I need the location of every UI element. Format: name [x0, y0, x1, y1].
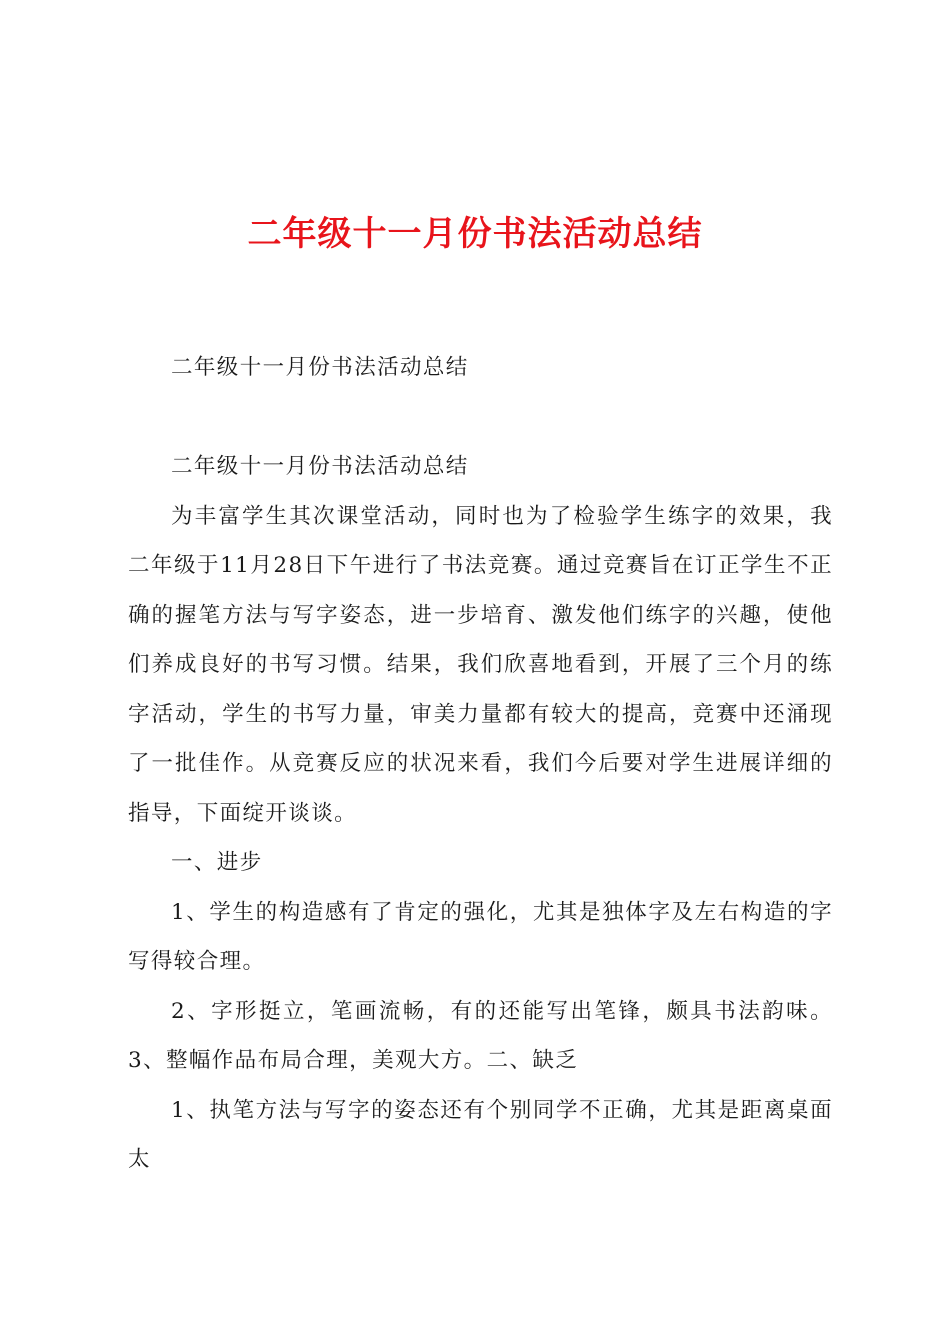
paragraph: 1、学生的构造感有了肯定的强化，尤其是独体字及左右构造的字写得较合理。 [128, 899, 833, 974]
paragraph: 一、进步 [171, 850, 263, 875]
paragraph: 为丰富学生其次课堂活动，同时也为了检验学生练字的效果，我二年级于11月28日下午进行了书法竞赛。通过竞赛旨在订正学生不正确的握笔方法与写字姿态，进一步培育、激发他们练字的兴趣，使他们养成良好的书写习惯。结果，我们欣喜地看到，开展了三个月的练字活动，学生的书写力量，审美力量都有较大的提高，竞赛中还涌现了一批佳作。从竞赛反应的状况来看，我们今后要对学生进展详细的指导，下面绽开谈谈。 [128, 503, 833, 826]
document-body [128, 343, 833, 1185]
paragraph: 二年级十一月份书法活动总结 [171, 454, 469, 479]
blank-line [128, 393, 833, 443]
body-subtitle: 二年级十一月份书法活动总结 [171, 355, 469, 380]
paragraph: 1、执笔方法与写字的姿态还有个别同学不正确，尤其是距离桌面太 [128, 1097, 833, 1172]
paragraph: 2、字形挺立，笔画流畅，有的还能写出笔锋，颇具书法韵味。3、整幅作品布局合理，美观大方。二、缺乏 [128, 998, 833, 1073]
document-title: 二年级十一月份书法活动总结 [247, 214, 703, 254]
